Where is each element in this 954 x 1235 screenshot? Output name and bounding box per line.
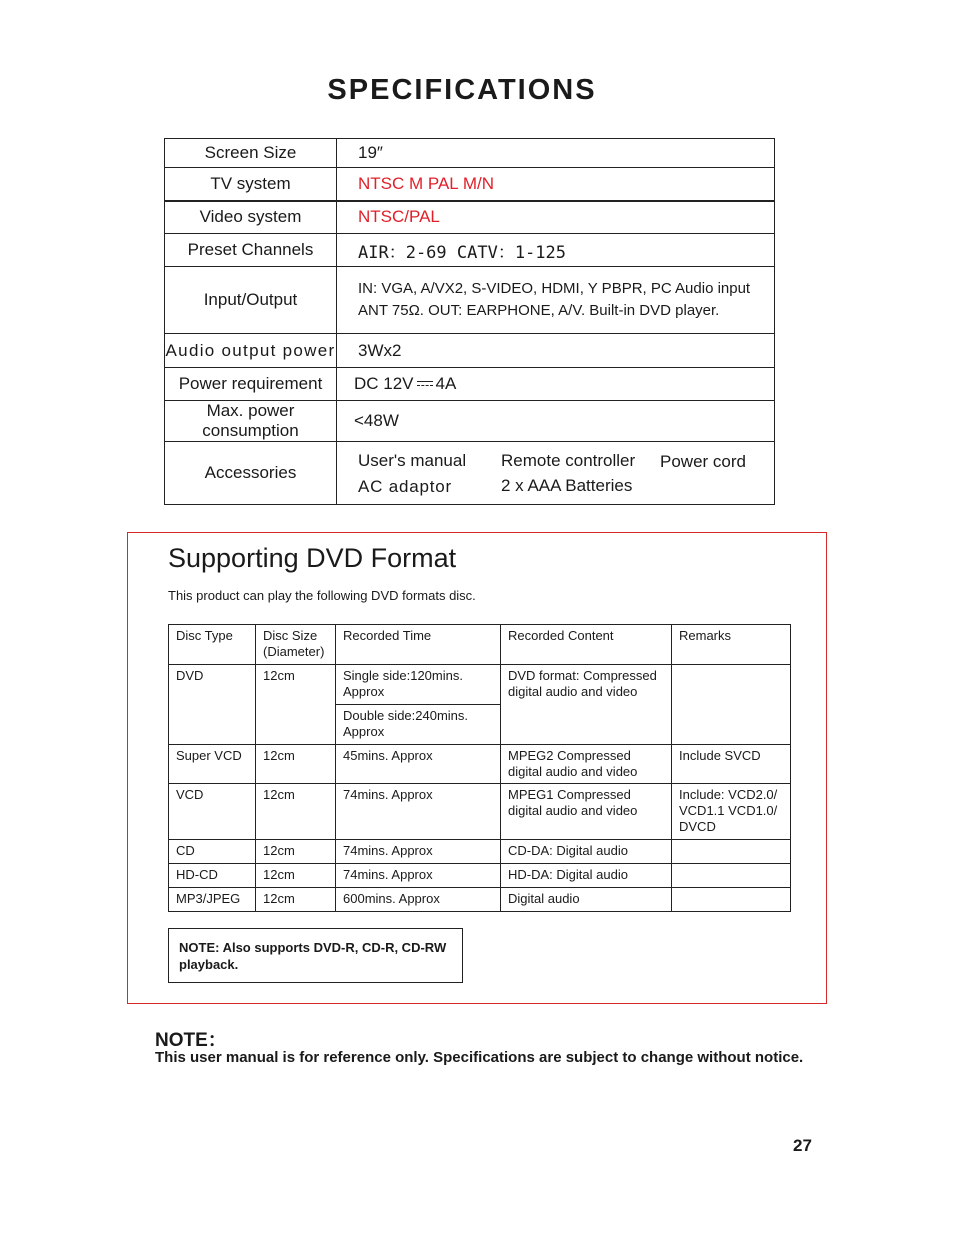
spec-row-screen-size (165, 139, 775, 168)
column-header: Recorded Content (501, 625, 672, 665)
table-cell (672, 888, 791, 912)
column-header: Recorded Time (336, 625, 501, 665)
table-cell: Digital audio (501, 888, 672, 912)
spec-value: AIR：2-69 CATV：1-125 (337, 234, 775, 267)
column-header: Disc Size (Diameter) (256, 625, 336, 665)
spec-row-audio-output (165, 334, 775, 368)
accessory-item: User's manual (358, 451, 467, 470)
table-row (169, 840, 791, 864)
spec-row-power-requirement (165, 368, 775, 401)
table-row (169, 864, 791, 888)
table-cell: 74mins. Approx (336, 864, 501, 888)
table-cell: 12cm (256, 784, 336, 840)
table-cell: 45mins. Approx (336, 745, 501, 784)
table-cell: 74mins. Approx (336, 840, 501, 864)
table-cell: CD-DA: Digital audio (501, 840, 672, 864)
dvd-format-intro: This product can play the following DVD formats disc. (168, 588, 476, 603)
spec-row-accessories (165, 442, 775, 505)
table-cell: Include: VCD2.0/ VCD1.1 VCD1.0/ DVCD (672, 784, 791, 840)
spec-value (337, 442, 775, 505)
accessory-item: 2 x AAA Batteries (501, 476, 633, 495)
spec-label: Video system (165, 201, 337, 234)
table-cell: 12cm (256, 745, 336, 784)
spec-row-video-system (165, 201, 775, 234)
accessories-list (337, 443, 774, 503)
spec-value: <48W (337, 401, 775, 442)
specifications-table (164, 138, 775, 505)
table-cell: 12cm (256, 840, 336, 864)
table-cell: CD (169, 840, 256, 864)
spec-value: 3Wx2 (337, 334, 775, 368)
dvd-format-heading: Supporting DVD Format (168, 543, 457, 573)
io-line-1: IN: VGA, A/VX2, S-VIDEO, HDMI, Y PBPR, PC Audio input (358, 280, 751, 297)
dvd-format-table (168, 624, 791, 912)
power-current: 4A (435, 374, 457, 393)
dc-current-icon (417, 380, 433, 388)
dvd-format-section (127, 532, 827, 1004)
table-cell: MPEG1 Compressed digital audio and video (501, 784, 672, 840)
table-row (169, 784, 791, 840)
table-cell: 12cm (256, 888, 336, 912)
accessory-item: Power cord (660, 452, 746, 471)
spec-label: Preset Channels (165, 234, 337, 267)
accessory-item: Remote controller (501, 451, 636, 470)
table-cell: 12cm (256, 864, 336, 888)
table-cell: HD-CD (169, 864, 256, 888)
column-header: Remarks (672, 625, 791, 665)
spec-label: Audio output power (165, 334, 337, 368)
spec-value: 19″ (337, 139, 775, 168)
dvd-note-box: NOTE: Also supports DVD-R, CD-R, CD-RW playback. (168, 928, 463, 983)
table-cell: HD-DA: Digital audio (501, 864, 672, 888)
spec-row-max-power (165, 401, 775, 442)
table-cell: Single side:120mins. Approx (336, 665, 501, 705)
table-cell: MP3/JPEG (169, 888, 256, 912)
column-header: Disc Type (169, 625, 256, 665)
table-cell: MPEG2 Compressed digital audio and video (501, 745, 672, 784)
io-line-2: ANT 75Ω. OUT: EARPHONE, A/V. Built-in DVD player. (358, 302, 720, 319)
spec-value: NTSC/PAL (337, 201, 775, 234)
table-cell: Super VCD (169, 745, 256, 784)
spec-row-preset-channels (165, 234, 775, 267)
accessory-item: AC adaptor (358, 477, 452, 496)
power-voltage: DC 12V (354, 374, 414, 393)
spec-row-tv-system (165, 168, 775, 201)
table-cell: 600mins. Approx (336, 888, 501, 912)
spec-label: Max. power consumption (165, 401, 337, 442)
spec-value: NTSC M PAL M/N (337, 168, 775, 201)
table-row (169, 888, 791, 912)
table-row (169, 665, 791, 705)
table-cell (672, 665, 791, 745)
page-number: 27 (793, 1136, 812, 1155)
spec-label: TV system (165, 168, 337, 201)
spec-label: Power requirement (165, 368, 337, 401)
spec-row-input-output (165, 267, 775, 334)
page-title: SPECIFICATIONS (327, 74, 597, 106)
table-cell: 74mins. Approx (336, 784, 501, 840)
table-cell: VCD (169, 784, 256, 840)
spec-value (337, 267, 775, 334)
table-cell: DVD format: Compressed digital audio and video (501, 665, 672, 745)
note-heading: NOTE： (155, 1030, 227, 1051)
spec-label: Input/Output (165, 267, 337, 334)
table-cell: DVD (169, 665, 256, 745)
table-header-row (169, 625, 791, 665)
spec-label: Accessories (165, 442, 337, 505)
table-cell: Double side:240mins. Approx (336, 705, 501, 745)
spec-label: Screen Size (165, 139, 337, 168)
table-cell: 12cm (256, 665, 336, 745)
note-text: This user manual is for reference only. Specifications are subject to change without notice. (155, 1049, 804, 1066)
table-cell: Include SVCD (672, 745, 791, 784)
table-row (169, 745, 791, 784)
table-cell (672, 864, 791, 888)
spec-value (337, 368, 775, 401)
table-cell (672, 840, 791, 864)
